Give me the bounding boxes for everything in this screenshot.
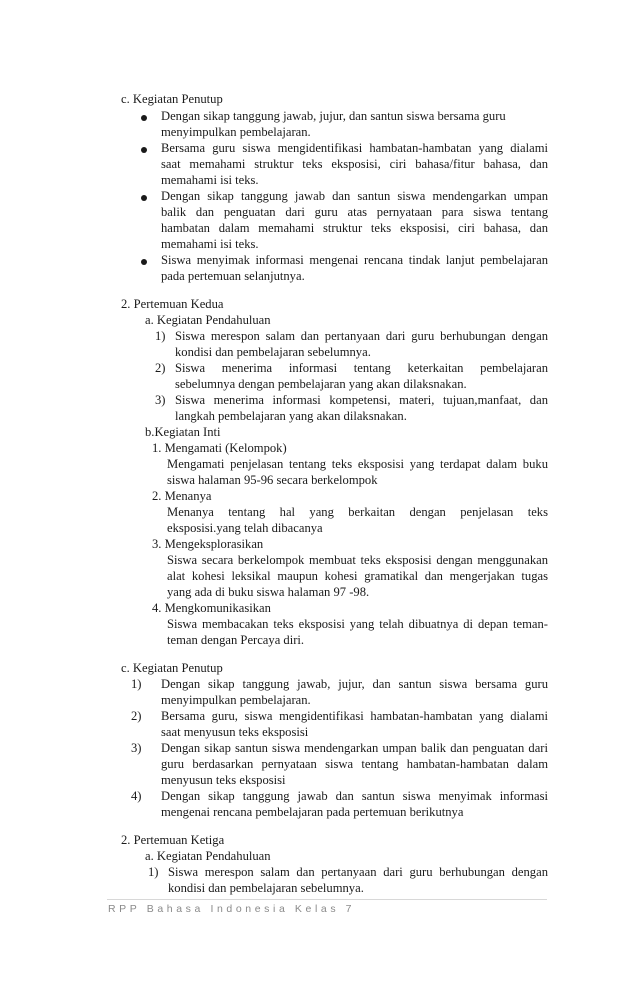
step-line: siswa halaman 95-96 secara berkelompok [167, 473, 378, 487]
item-line: sebelumnya dengan pembelajaran yang akan dilaksnakan. [175, 377, 467, 391]
item-number: 1) [155, 329, 166, 343]
bullet-line: saat memahami struktur teks eksposisi, ciri bahasa/fitur bahasa, dan [161, 157, 548, 171]
step-line: Menanya tentang hal yang berkaitan dengan penjelasan teks [167, 505, 548, 519]
bullet-icon [141, 195, 147, 201]
item-line: kondisi dan pembelajaran sebelumnya. [168, 881, 364, 895]
footer-divider [107, 899, 547, 900]
step-title: 4. Mengkomunikasikan [152, 601, 271, 615]
subsection-heading: b.Kegiatan Inti [145, 425, 221, 439]
item-line: menyusun teks eksposisi [161, 773, 286, 787]
step-title: 1. Mengamati (Kelompok) [152, 441, 287, 455]
item-line: mengenai rencana pembelajaran pada pertemuan berikutnya [161, 805, 464, 819]
item-line: saat menyusun teks eksposisi [161, 725, 309, 739]
step-title: 2. Menanya [152, 489, 212, 503]
item-line: Bersama guru, siswa mengidentifikasi hambatan-hambatan yang dialami [161, 709, 548, 723]
bullet-line: pada pertemuan selanjutnya. [161, 269, 305, 283]
step-line: yang ada di buku siswa halaman 97 -98. [167, 585, 370, 599]
bullet-line: balik dan penguatan dari guru atas pernyataan para siswa tentang [161, 205, 548, 219]
bullet-line: memahami isi teks. [161, 237, 259, 251]
item-line: Dengan sikap santun siswa mendengarkan umpan balik dan penguatan dari [161, 741, 548, 755]
bullet-line: Dengan sikap tanggung jawab dan santun siswa mendengarkan umpan [161, 189, 548, 203]
subsection-heading: a. Kegiatan Pendahuluan [145, 849, 271, 863]
item-line: Dengan sikap tanggung jawab dan santun siswa menyimak informasi [161, 789, 548, 803]
step-line: Siswa secara berkelompok membuat teks eksposisi dengan menggunakan [167, 553, 548, 567]
item-line: kondisi dan pembelajaran sebelumnya. [175, 345, 371, 359]
section-heading: 2. Pertemuan Kedua [121, 297, 224, 311]
bullet-icon [141, 115, 147, 121]
step-line: alat kohesi leksikal maupun kohesi gramatikal dan mengerjakan tugas [167, 569, 548, 583]
section-heading: 2. Pertemuan Ketiga [121, 833, 225, 847]
bullet-line: Dengan sikap tanggung jawab, jujur, dan santun siswa bersama guru [161, 109, 506, 123]
item-line: Dengan sikap tanggung jawab, jujur, dan santun siswa bersama guru [161, 677, 548, 691]
item-line: Siswa menerima informasi kompetensi, materi, tujuan,manfaat, dan [175, 393, 548, 407]
subsection-heading: a. Kegiatan Pendahuluan [145, 313, 271, 327]
item-line: Siswa merespon salam dan pertanyaan dari guru berhubungan dengan [168, 865, 548, 879]
bullet-icon [141, 147, 147, 153]
item-line: langkah pembelajaran yang akan dilaksnakan. [175, 409, 407, 423]
bullet-line: memahami isi teks. [161, 173, 259, 187]
bullet-line: hambatan dalam memahami struktur teks eksposisi, ciri bahasa, dan [161, 221, 548, 235]
step-line: teman dengan Percaya diri. [167, 633, 305, 647]
item-line: guru berdasarkan pernyataan siswa tentang hambatan-hambatan dalam [161, 757, 548, 771]
item-number: 4) [131, 789, 142, 803]
item-line: Siswa menerima informasi tentang keterkaitan pembelajaran [175, 361, 548, 375]
item-number: 2) [155, 361, 166, 375]
step-line: Siswa membacakan teks eksposisi yang telah dibuatnya di depan teman- [167, 617, 548, 631]
bullet-icon [141, 259, 147, 265]
item-number: 1) [131, 677, 142, 691]
step-title: 3. Mengeksplorasikan [152, 537, 264, 551]
item-line: menyimpulkan pembelajaran. [161, 693, 311, 707]
section-heading: c. Kegiatan Penutup [121, 92, 223, 106]
item-number: 3) [155, 393, 166, 407]
section-heading: c. Kegiatan Penutup [121, 661, 223, 675]
page-footer: RPP Bahasa Indonesia Kelas 7 [108, 903, 356, 915]
item-line: Siswa merespon salam dan pertanyaan dari guru berhubungan dengan [175, 329, 548, 343]
bullet-line: menyimpulkan pembelajaran. [161, 125, 311, 139]
item-number: 1) [148, 865, 159, 879]
step-line: eksposisi.yang telah dibacanya [167, 521, 323, 535]
bullet-line: Siswa menyimak informasi mengenai rencana tindak lanjut pembelajaran [161, 253, 548, 267]
bullet-line: Bersama guru siswa mengidentifikasi hambatan-hambatan yang dialami [161, 141, 548, 155]
step-line: Mengamati penjelasan tentang teks eksposisi yang terdapat dalam buku [167, 457, 548, 471]
item-number: 3) [131, 741, 142, 755]
item-number: 2) [131, 709, 142, 723]
